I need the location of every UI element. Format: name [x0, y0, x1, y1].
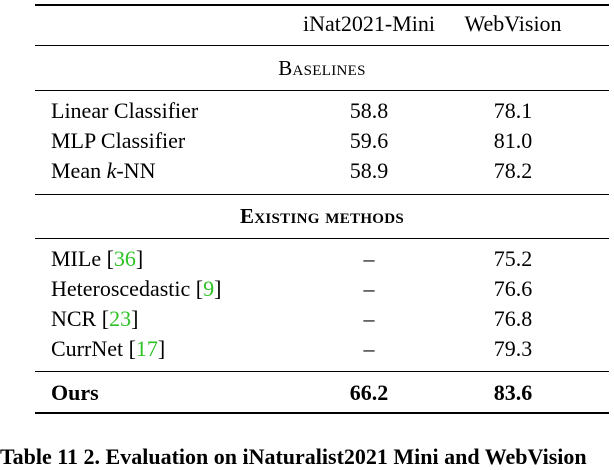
header-webvision: WebVision — [464, 11, 562, 36]
row-inat-linear: 58.8 — [349, 98, 389, 123]
row-name-ours: Ours — [51, 380, 99, 405]
row-inat-hetero: – — [363, 276, 375, 301]
row-web-mile: 75.2 — [493, 246, 533, 271]
section-existing: Existing methods — [239, 204, 405, 228]
citation-link[interactable]: 23 — [109, 306, 132, 331]
row-web-hetero: 76.6 — [493, 276, 533, 301]
header-rule — [35, 45, 609, 46]
row-web-ours: 83.6 — [493, 380, 533, 405]
row-web-knn: 78.2 — [493, 158, 533, 183]
top-rule — [35, 4, 609, 6]
row-name-ncr: NCR [23] — [51, 306, 139, 331]
bottom-rule — [35, 412, 609, 414]
row-name-hetero: Heteroscedastic [9] — [51, 276, 222, 301]
section-rule-baselines — [35, 90, 609, 91]
section-rule-existing-top — [35, 194, 609, 195]
row-web-linear: 78.1 — [493, 98, 533, 123]
header-inat: iNat2021-Mini — [303, 11, 435, 36]
row-name-mlp: MLP Classifier — [51, 128, 186, 153]
row-web-currnet: 79.3 — [493, 336, 533, 361]
section-baselines: Baselines — [278, 56, 366, 80]
citation-link[interactable]: 17 — [135, 336, 158, 361]
citation-link[interactable]: 36 — [113, 246, 136, 271]
section-rule-existing — [35, 238, 609, 239]
row-name-linear: Linear Classifier — [51, 98, 199, 123]
row-web-mlp: 81.0 — [493, 128, 533, 153]
row-inat-mlp: 59.6 — [349, 128, 389, 153]
citation-link[interactable]: 9 — [203, 276, 215, 301]
row-name-currnet: CurrNet [17] — [51, 336, 166, 361]
row-inat-ncr: – — [363, 306, 375, 331]
table-caption: Table 11 2. Evaluation on iNaturalist2021 Mini and WebVision — [0, 444, 587, 469]
row-web-ncr: 76.8 — [493, 306, 533, 331]
row-inat-mile: – — [363, 246, 375, 271]
row-inat-knn: 58.9 — [349, 158, 389, 183]
row-inat-currnet: – — [363, 336, 375, 361]
row-name-knn: Mean k-NN — [51, 158, 156, 183]
row-name-mile: MILe [36] — [51, 246, 144, 271]
ours-rule — [35, 371, 609, 372]
row-inat-ours: 66.2 — [349, 380, 389, 405]
